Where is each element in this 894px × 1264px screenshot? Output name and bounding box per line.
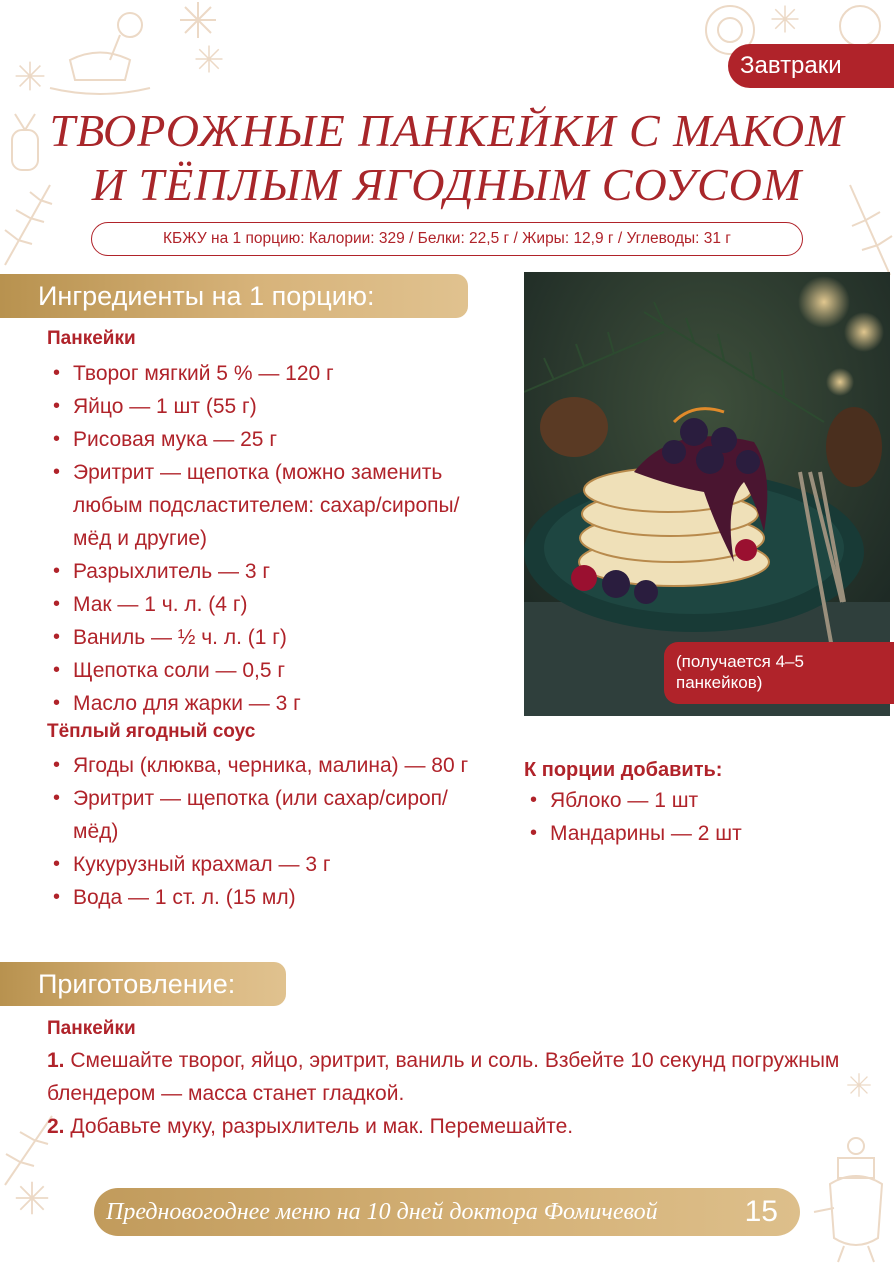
snowflake-icon [194,44,224,74]
preparation-steps [47,1044,867,1143]
list-item: • Ваниль — ½ ч. л. (1 г) [47,621,472,654]
recipe-title-line-2: И ТЁПЛЫМ ЯГОДНЫМ СОУСОМ [91,159,803,210]
list-item: • Мак — 1 ч. л. (4 г) [47,588,472,621]
samovar-decoration [808,1128,894,1264]
snowflake-icon [178,0,218,40]
category-badge: Завтраки [728,44,894,88]
ingredients-heading: Ингредиенты на 1 порцию: [0,274,468,318]
sauce-ingredient-list [47,749,472,914]
rocking-horse-decoration [40,0,160,100]
list-item: • Эритрит — щепотка (можно заменить любым подсластителем: сахар/сиропы/мёд и другие) [47,456,472,555]
recipe-title-line-1: ТВОРОЖНЫЕ ПАНКЕЙКИ С МАКОМ [49,105,845,156]
list-item: • Яйцо — 1 шт (55 г) [47,390,472,423]
list-item: • Щепотка соли — 0,5 г [47,654,472,687]
list-item: • Творог мягкий 5 % — 120 г [47,357,472,390]
list-item: • Масло для жарки — 3 г [47,687,472,720]
step-number: 2. [47,1115,65,1138]
pancakes-ingredient-list [47,357,472,720]
sauce-subheading: Тёплый ягодный соус [47,721,256,742]
step [47,1110,867,1143]
list-item: • Вода — 1 ст. л. (15 мл) [47,881,472,914]
add-to-portion-subheading: К порции добавить: [524,759,723,781]
recipe-title [30,104,864,212]
nutrition-info: КБЖУ на 1 порцию: Калории: 329 / Белки: 22,5 г / Жиры: 12,9 г / Углеводы: 31 г [91,222,803,256]
preparation-heading: Приготовление: [0,962,286,1006]
step-text: Добавьте муку, разрыхлитель и мак. Перемешайте. [70,1115,574,1138]
list-item: • Мандарины — 2 шт [524,817,864,850]
add-to-portion-list [524,784,864,850]
step [47,1044,867,1110]
snowflake-icon [14,60,46,92]
snowflake-icon [770,4,800,34]
step-text: Смешайте творог, яйцо, эритрит, ваниль и соль. Взбейте 10 секунд погружным блендером — масса станет гладкой. [47,1049,840,1105]
preparation-subheading: Панкейки [47,1018,136,1039]
step-number: 1. [47,1049,65,1072]
list-item: • Ягоды (клюква, черника, малина) — 80 г [47,749,472,782]
snowflake-icon [14,1180,50,1216]
footer-title: Предновогоднее меню на 10 дней доктора Фомичевой [106,1199,658,1225]
photo-caption: (получается 4–5 панкейков) [664,642,894,704]
list-item: • Рисовая мука — 25 г [47,423,472,456]
list-item: • Разрыхлитель — 3 г [47,555,472,588]
list-item: • Яблоко — 1 шт [524,784,864,817]
pancakes-subheading: Панкейки [47,328,136,349]
list-item: • Кукурузный крахмал — 3 г [47,848,472,881]
page-number: 15 [744,1195,778,1228]
footer-bar [94,1188,800,1236]
list-item: • Эритрит — щепотка (или сахар/сироп/мёд) [47,782,472,848]
